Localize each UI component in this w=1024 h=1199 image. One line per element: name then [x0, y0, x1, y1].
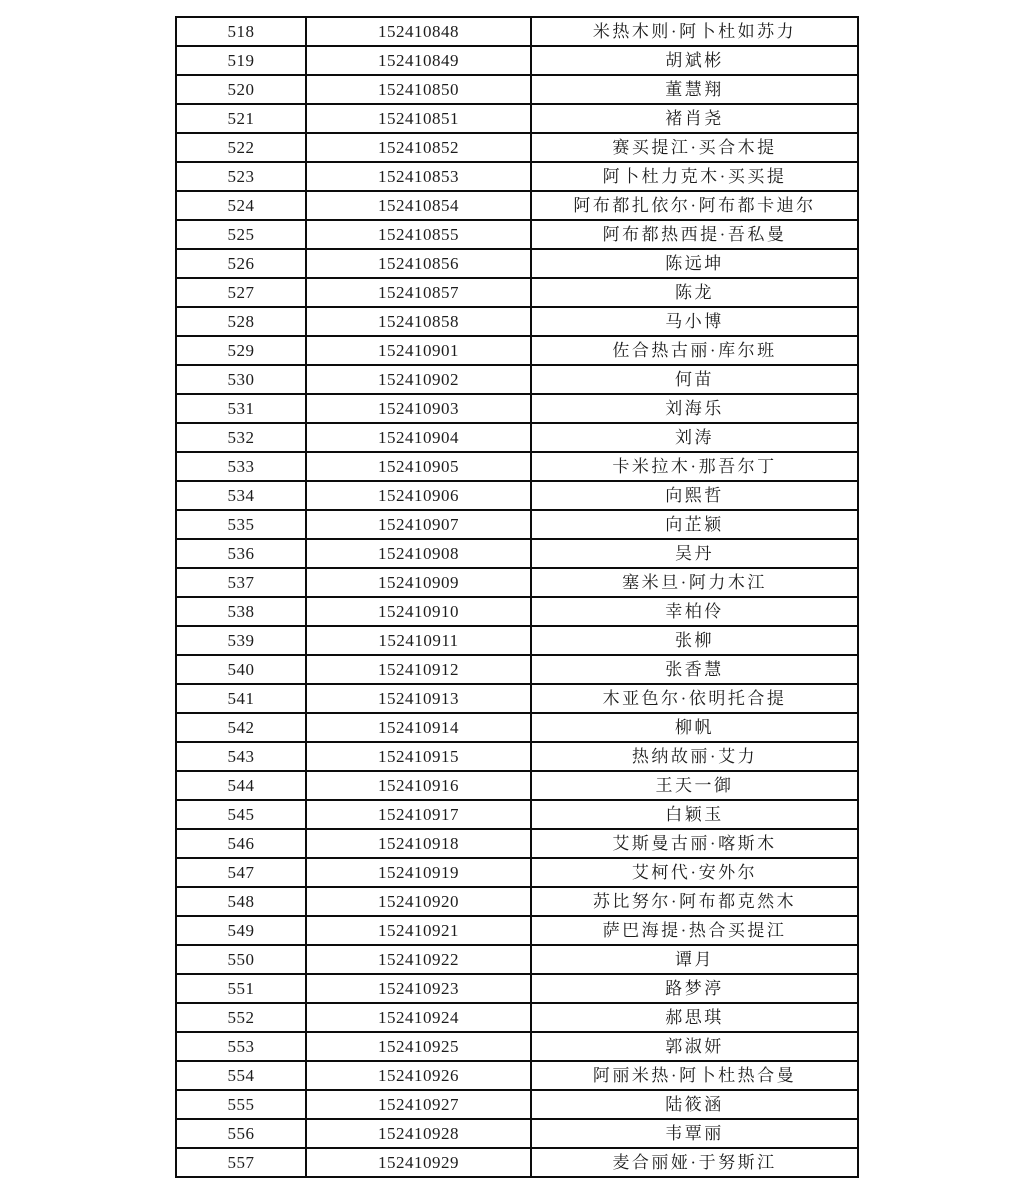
serial-number-cell: 536: [176, 539, 306, 568]
student-name-cell: 米热木则·阿卜杜如苏力: [531, 17, 858, 46]
student-id-cell: 152410914: [306, 713, 531, 742]
student-name-cell: 路梦渟: [531, 974, 858, 1003]
table-row: [176, 945, 858, 974]
student-name-cell: 陈龙: [531, 278, 858, 307]
serial-number-cell: 524: [176, 191, 306, 220]
table-row: [176, 1119, 858, 1148]
student-name-cell: 萨巴海提·热合买提江: [531, 916, 858, 945]
student-name-cell: 马小博: [531, 307, 858, 336]
student-name-cell: 胡斌彬: [531, 46, 858, 75]
student-name-cell: 褚肖尧: [531, 104, 858, 133]
serial-number-cell: 533: [176, 452, 306, 481]
student-id-cell: 152410905: [306, 452, 531, 481]
table-row: [176, 800, 858, 829]
table-row: [176, 162, 858, 191]
table-row: [176, 713, 858, 742]
serial-number-cell: 528: [176, 307, 306, 336]
student-id-cell: 152410849: [306, 46, 531, 75]
student-id-cell: 152410924: [306, 1003, 531, 1032]
student-name-cell: 王天一御: [531, 771, 858, 800]
table-row: [176, 278, 858, 307]
table-row: [176, 191, 858, 220]
table-row: [176, 1090, 858, 1119]
table-row: [176, 249, 858, 278]
student-id-cell: 152410922: [306, 945, 531, 974]
serial-number-cell: 557: [176, 1148, 306, 1177]
table-row: [176, 655, 858, 684]
table-row: [176, 46, 858, 75]
serial-number-cell: 554: [176, 1061, 306, 1090]
student-id-cell: 152410925: [306, 1032, 531, 1061]
student-id-cell: 152410857: [306, 278, 531, 307]
student-name-cell: 刘海乐: [531, 394, 858, 423]
table-row: [176, 452, 858, 481]
table-row: [176, 220, 858, 249]
serial-number-cell: 544: [176, 771, 306, 800]
roster-table: [175, 16, 859, 1178]
student-name-cell: 阿布都热西提·吾私曼: [531, 220, 858, 249]
serial-number-cell: 518: [176, 17, 306, 46]
student-id-cell: 152410851: [306, 104, 531, 133]
serial-number-cell: 541: [176, 684, 306, 713]
student-id-cell: 152410901: [306, 336, 531, 365]
serial-number-cell: 542: [176, 713, 306, 742]
table-row: [176, 133, 858, 162]
table-row: [176, 1061, 858, 1090]
serial-number-cell: 520: [176, 75, 306, 104]
student-name-cell: 韦覃丽: [531, 1119, 858, 1148]
table-row: [176, 104, 858, 133]
student-id-cell: 152410910: [306, 597, 531, 626]
table-row: [176, 887, 858, 916]
serial-number-cell: 519: [176, 46, 306, 75]
student-name-cell: 郭淑妍: [531, 1032, 858, 1061]
table-row: [176, 1032, 858, 1061]
student-name-cell: 木亚色尔·依明托合提: [531, 684, 858, 713]
roster-table-body: [176, 17, 858, 1177]
serial-number-cell: 547: [176, 858, 306, 887]
student-name-cell: 白颖玉: [531, 800, 858, 829]
table-row: [176, 829, 858, 858]
serial-number-cell: 521: [176, 104, 306, 133]
serial-number-cell: 530: [176, 365, 306, 394]
student-id-cell: 152410929: [306, 1148, 531, 1177]
serial-number-cell: 531: [176, 394, 306, 423]
table-row: [176, 17, 858, 46]
student-name-cell: 阿丽米热·阿卜杜热合曼: [531, 1061, 858, 1090]
table-row: [176, 858, 858, 887]
student-name-cell: 苏比努尔·阿布都克然木: [531, 887, 858, 916]
serial-number-cell: 555: [176, 1090, 306, 1119]
student-id-cell: 152410921: [306, 916, 531, 945]
serial-number-cell: 546: [176, 829, 306, 858]
student-id-cell: 152410908: [306, 539, 531, 568]
student-id-cell: 152410911: [306, 626, 531, 655]
table-row: [176, 423, 858, 452]
student-name-cell: 董慧翔: [531, 75, 858, 104]
table-row: [176, 771, 858, 800]
student-name-cell: 塞米旦·阿力木江: [531, 568, 858, 597]
student-name-cell: 陈远坤: [531, 249, 858, 278]
student-id-cell: 152410918: [306, 829, 531, 858]
serial-number-cell: 523: [176, 162, 306, 191]
student-name-cell: 幸柏伶: [531, 597, 858, 626]
student-id-cell: 152410920: [306, 887, 531, 916]
student-name-cell: 赛买提江·买合木提: [531, 133, 858, 162]
student-name-cell: 阿布都扎依尔·阿布都卡迪尔: [531, 191, 858, 220]
student-id-cell: 152410909: [306, 568, 531, 597]
table-row: [176, 307, 858, 336]
student-name-cell: 郝思琪: [531, 1003, 858, 1032]
student-id-cell: 152410856: [306, 249, 531, 278]
student-id-cell: 152410919: [306, 858, 531, 887]
serial-number-cell: 556: [176, 1119, 306, 1148]
table-row: [176, 365, 858, 394]
serial-number-cell: 539: [176, 626, 306, 655]
table-row: [176, 394, 858, 423]
student-id-cell: 152410906: [306, 481, 531, 510]
student-name-cell: 麦合丽娅·于努斯江: [531, 1148, 858, 1177]
student-name-cell: 吴丹: [531, 539, 858, 568]
serial-number-cell: 540: [176, 655, 306, 684]
serial-number-cell: 529: [176, 336, 306, 365]
student-id-cell: 152410848: [306, 17, 531, 46]
table-row: [176, 597, 858, 626]
student-name-cell: 向熙哲: [531, 481, 858, 510]
serial-number-cell: 527: [176, 278, 306, 307]
student-id-cell: 152410850: [306, 75, 531, 104]
student-id-cell: 152410917: [306, 800, 531, 829]
student-name-cell: 谭月: [531, 945, 858, 974]
student-id-cell: 152410907: [306, 510, 531, 539]
student-id-cell: 152410928: [306, 1119, 531, 1148]
table-row: [176, 510, 858, 539]
student-id-cell: 152410915: [306, 742, 531, 771]
student-name-cell: 热纳故丽·艾力: [531, 742, 858, 771]
table-row: [176, 1003, 858, 1032]
student-id-cell: 152410854: [306, 191, 531, 220]
student-id-cell: 152410904: [306, 423, 531, 452]
table-row: [176, 75, 858, 104]
student-id-cell: 152410912: [306, 655, 531, 684]
student-name-cell: 陆筱涵: [531, 1090, 858, 1119]
table-row: [176, 481, 858, 510]
table-row: [176, 626, 858, 655]
serial-number-cell: 548: [176, 887, 306, 916]
table-row: [176, 742, 858, 771]
student-id-cell: 152410926: [306, 1061, 531, 1090]
student-id-cell: 152410923: [306, 974, 531, 1003]
student-name-cell: 阿卜杜力克木·买买提: [531, 162, 858, 191]
table-row: [176, 568, 858, 597]
serial-number-cell: 545: [176, 800, 306, 829]
serial-number-cell: 543: [176, 742, 306, 771]
table-row: [176, 974, 858, 1003]
student-id-cell: 152410853: [306, 162, 531, 191]
student-id-cell: 152410903: [306, 394, 531, 423]
student-name-cell: 卡米拉木·那吾尔丁: [531, 452, 858, 481]
serial-number-cell: 534: [176, 481, 306, 510]
serial-number-cell: 535: [176, 510, 306, 539]
serial-number-cell: 551: [176, 974, 306, 1003]
student-id-cell: 152410927: [306, 1090, 531, 1119]
student-id-cell: 152410855: [306, 220, 531, 249]
student-name-cell: 何苗: [531, 365, 858, 394]
table-row: [176, 336, 858, 365]
student-name-cell: 张香慧: [531, 655, 858, 684]
student-name-cell: 艾柯代·安外尔: [531, 858, 858, 887]
serial-number-cell: 549: [176, 916, 306, 945]
serial-number-cell: 526: [176, 249, 306, 278]
serial-number-cell: 537: [176, 568, 306, 597]
student-id-cell: 152410852: [306, 133, 531, 162]
serial-number-cell: 532: [176, 423, 306, 452]
student-id-cell: 152410913: [306, 684, 531, 713]
roster-page: [175, 16, 859, 1178]
student-name-cell: 张柳: [531, 626, 858, 655]
student-name-cell: 刘涛: [531, 423, 858, 452]
student-name-cell: 佐合热古丽·库尔班: [531, 336, 858, 365]
table-row: [176, 916, 858, 945]
serial-number-cell: 550: [176, 945, 306, 974]
table-row: [176, 1148, 858, 1177]
serial-number-cell: 538: [176, 597, 306, 626]
table-row: [176, 539, 858, 568]
serial-number-cell: 552: [176, 1003, 306, 1032]
student-id-cell: 152410916: [306, 771, 531, 800]
student-name-cell: 柳帆: [531, 713, 858, 742]
table-row: [176, 684, 858, 713]
student-id-cell: 152410902: [306, 365, 531, 394]
student-name-cell: 向芷颍: [531, 510, 858, 539]
student-id-cell: 152410858: [306, 307, 531, 336]
serial-number-cell: 522: [176, 133, 306, 162]
serial-number-cell: 525: [176, 220, 306, 249]
serial-number-cell: 553: [176, 1032, 306, 1061]
student-name-cell: 艾斯曼古丽·喀斯木: [531, 829, 858, 858]
